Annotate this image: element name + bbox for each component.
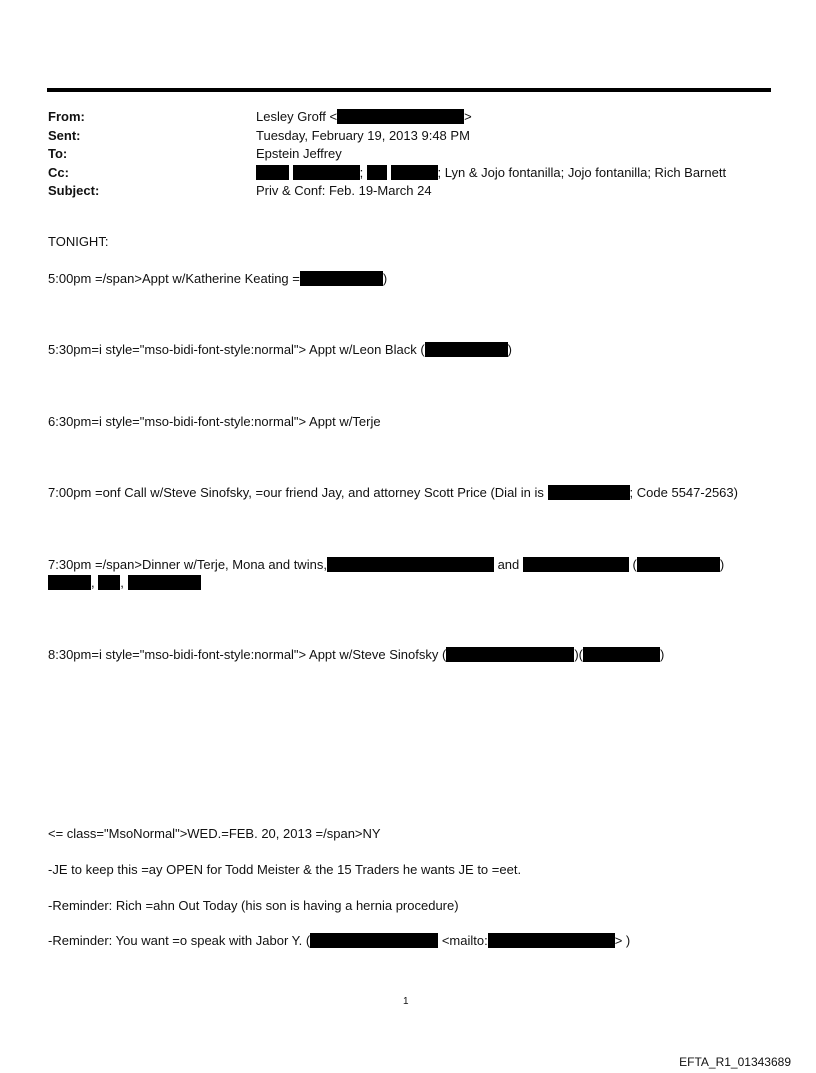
sent-label: Sent: xyxy=(48,127,81,143)
sender-close: > xyxy=(464,109,472,124)
note-line: -Reminder: Rich =ahn Out Today (his son is having a hernia procedure) xyxy=(48,898,459,913)
from-value xyxy=(256,108,472,127)
cc-rest: ; Lyn & Jojo fontanilla; Jojo fontanilla; Rich Barnett xyxy=(437,164,727,180)
paren-open: ( xyxy=(632,557,637,572)
paren-close: ) xyxy=(719,557,725,572)
line-text: 5:30pm=i style="mso-bidi-font-style:normal"> Appt w/Leon Black ( xyxy=(48,342,425,357)
line-mid: )( xyxy=(574,647,583,662)
redaction-block xyxy=(367,165,387,180)
redaction-block xyxy=(425,342,508,357)
sender-name: Lesley Groff < xyxy=(256,109,338,124)
tonight-heading: TONIGHT: xyxy=(48,234,109,249)
redaction-block xyxy=(583,647,660,662)
mailto-text: <mailto: xyxy=(441,933,488,948)
subject-value: Priv & Conf: Feb. 19-March 24 xyxy=(256,183,432,198)
redaction-block xyxy=(293,165,360,180)
line-text: 7:30pm =/span>Dinner w/Terje, Mona and twins, xyxy=(48,557,327,572)
sent-value: Tuesday, February 19, 2013 9:48 PM xyxy=(256,127,470,143)
day-heading: <= class="MsoNormal">WED.=FEB. 20, 2013 =/span>NY xyxy=(48,826,381,841)
from-label: From: xyxy=(48,109,85,124)
cc-label: Cc: xyxy=(48,164,69,180)
note-line xyxy=(48,932,630,950)
subject-label: Subject: xyxy=(48,183,100,198)
redaction-block xyxy=(337,109,464,124)
document-id: EFTA_R1_01343689 xyxy=(679,1055,791,1069)
redaction-block xyxy=(391,165,438,180)
to-value: Epstein Jeffrey xyxy=(256,146,342,161)
redaction-block xyxy=(310,933,438,948)
line-text: 5:00pm =/span>Appt w/Katherine Keating = xyxy=(48,271,300,286)
comma: , xyxy=(120,575,124,590)
line-end: ) xyxy=(382,271,388,286)
cc-separator: ; xyxy=(359,164,364,180)
schedule-line-continued xyxy=(48,574,201,592)
redaction-block xyxy=(300,271,383,286)
redaction-block xyxy=(256,165,289,180)
redaction-block xyxy=(523,557,629,572)
redaction-block xyxy=(98,575,120,590)
schedule-line xyxy=(48,484,738,502)
comma: , xyxy=(91,575,95,590)
line-and: and xyxy=(497,557,520,572)
page-number: 1 xyxy=(403,996,409,1007)
redaction-block xyxy=(48,575,91,590)
line-text: 7:00pm =onf Call w/Steve Sinofsky, =our friend Jay, and attorney Scott Price (Dial in is xyxy=(48,485,544,500)
cc-value xyxy=(256,164,726,183)
line-end: > ) xyxy=(614,933,631,948)
line-end: ) xyxy=(660,647,665,662)
schedule-line: 6:30pm=i style="mso-bidi-font-style:normal"> Appt w/Terje xyxy=(48,414,381,429)
line-text: -Reminder: You want =o speak with Jabor Y. ( xyxy=(48,933,311,948)
line-end: ; Code 5547-2563) xyxy=(629,485,738,500)
redaction-block xyxy=(637,557,720,572)
line-text: 8:30pm=i style="mso-bidi-font-style:normal"> Appt w/Steve Sinofsky ( xyxy=(48,647,447,662)
note-line: -JE to keep this =ay OPEN for Todd Meister & the 15 Traders he wants JE to =eet. xyxy=(48,862,522,877)
line-end: ) xyxy=(507,342,512,357)
redaction-block xyxy=(327,557,494,572)
schedule-line xyxy=(48,646,664,664)
header-rule xyxy=(47,88,771,92)
schedule-line xyxy=(48,341,512,359)
redaction-block xyxy=(128,575,201,590)
schedule-line xyxy=(48,270,387,288)
redaction-block xyxy=(548,485,630,500)
redaction-block xyxy=(488,933,615,948)
redaction-block xyxy=(446,647,574,662)
schedule-line xyxy=(48,556,724,574)
to-label: To: xyxy=(48,146,68,161)
